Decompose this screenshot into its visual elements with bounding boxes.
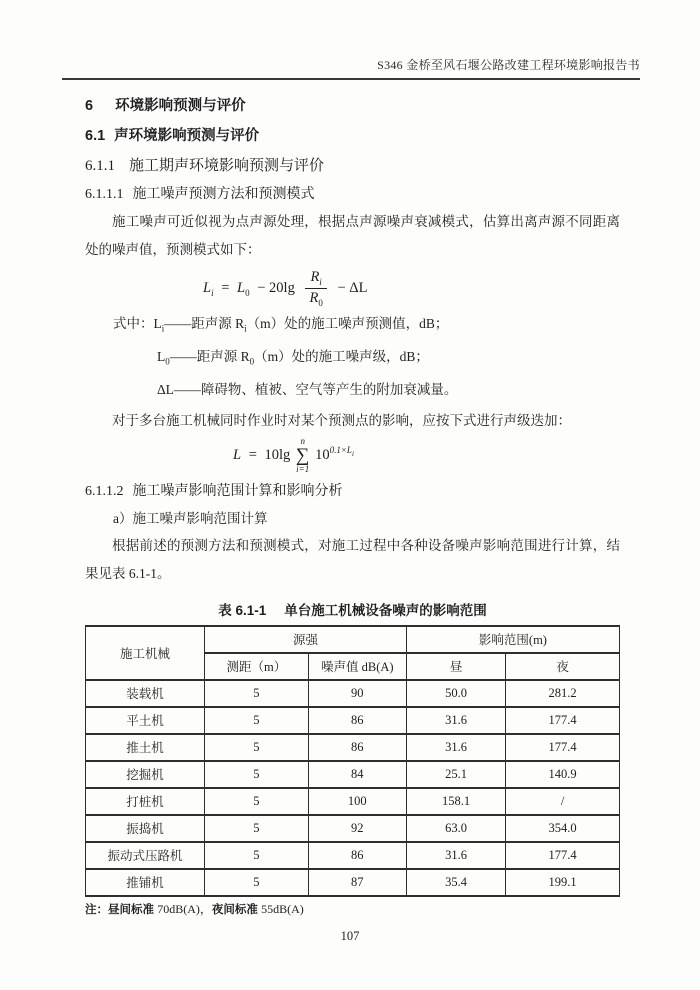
distance-cell: 5 xyxy=(205,869,309,896)
distance-cell: 5 xyxy=(205,815,309,842)
machine-cell: 推铺机 xyxy=(86,869,205,896)
night-range-cell: 199.1 xyxy=(506,869,620,896)
machine-cell: 打桩机 xyxy=(86,788,205,815)
heading-6-1-1 xyxy=(85,156,620,177)
noise-cell: 86 xyxy=(308,734,406,761)
formula1-lhs: L xyxy=(203,280,212,297)
heading-6-1-1-2-number: 6.1.1.2 xyxy=(85,483,124,499)
heading-6-number: 6 xyxy=(85,98,94,114)
col-header-noise: 噪声值 dB(A) xyxy=(308,653,406,680)
distance-cell: 5 xyxy=(205,707,309,734)
table-row xyxy=(86,869,620,896)
distance-cell: 5 xyxy=(205,761,309,788)
table-row xyxy=(86,707,620,734)
distance-cell: 5 xyxy=(205,734,309,761)
noise-cell: 86 xyxy=(308,707,406,734)
heading-6-text: 环境影响预测与评价 xyxy=(115,98,246,114)
table-row xyxy=(86,815,620,842)
table-row xyxy=(86,734,620,761)
distance-cell: 5 xyxy=(205,788,309,815)
heading-6-1-1-1-number: 6.1.1.1 xyxy=(85,187,124,202)
report-title: S346 金桥至风石堰公路改建工程环境影响报告书 xyxy=(377,58,640,72)
heading-6 xyxy=(85,96,620,116)
distance-cell: 5 xyxy=(205,842,309,869)
night-range-cell: 177.4 xyxy=(506,734,620,761)
machine-cell: 平土机 xyxy=(86,707,205,734)
paragraph-table-intro: 根据前述的预测方法和预测模式，对施工过程中各种设备噪声影响范围进行计算，结果见表 6.1-1。 xyxy=(85,537,620,581)
day-range-cell: 50.0 xyxy=(406,680,505,707)
table-caption-label: 表 6.1-1 xyxy=(218,602,267,618)
night-range-cell: / xyxy=(506,788,620,815)
noise-cell: 100 xyxy=(308,788,406,815)
day-range-cell: 158.1 xyxy=(406,788,505,815)
noise-cell: 92 xyxy=(308,815,406,842)
heading-6-1-1-2 xyxy=(85,482,620,502)
table-caption xyxy=(85,599,620,619)
day-range-cell: 63.0 xyxy=(406,815,505,842)
page-content xyxy=(62,96,640,917)
machine-cell: 振捣机 xyxy=(86,815,205,842)
definition-li: 式中：$L_i——$距声源 $R_i(m)$处的施工噪声预测值，dB； xyxy=(113,316,449,335)
definition-delta-l: ΔL——障碍物、植被、空气等产生的附加衰减量。 xyxy=(157,381,458,397)
table-caption-text: 单台施工机械设备噪声的影响范围 xyxy=(284,602,487,618)
night-range-cell: 281.2 xyxy=(506,680,620,707)
col-header-distance: 测距（m） xyxy=(205,653,309,680)
col-header-day: 昼 xyxy=(406,653,505,680)
night-range-cell: 177.4 xyxy=(506,842,620,869)
heading-6-1-1-number: 6.1.1 xyxy=(85,158,115,174)
noise-cell: 90 xyxy=(308,680,406,707)
day-range-cell: 35.4 xyxy=(406,869,505,896)
sigma-symbol: n ∑ i=1 xyxy=(295,435,310,474)
heading-6-1-1-2-text: 施工噪声影响范围计算和影响分析 xyxy=(132,483,343,499)
day-range-cell: 31.6 xyxy=(406,707,505,734)
page-number: 107 xyxy=(340,929,360,943)
machine-cell: 挖掘机 xyxy=(86,761,205,788)
machine-cell: 振动式压路机 xyxy=(86,842,205,869)
col-header-night: 夜 xyxy=(506,653,620,680)
table-row xyxy=(86,842,620,869)
table-note: 注：昼间标准 70dB(A)，夜间标准 55dB(A) xyxy=(85,901,304,916)
formula-superposition: L = 10lg n ∑ i=1 $10^{0.1\times L_i}$ xyxy=(233,435,354,474)
definition-l0: $L_0——$距声源 $R_0(m)$处的施工噪声级，dB； xyxy=(157,349,429,367)
heading-6-1-1-1 xyxy=(85,185,620,205)
night-range-cell: 354.0 xyxy=(506,815,620,842)
table-row xyxy=(86,788,620,815)
day-range-cell: 25.1 xyxy=(406,761,505,788)
heading-6-1-1-1-text: 施工噪声预测方法和预测模式 xyxy=(132,187,315,202)
machine-cell: 装载机 xyxy=(86,680,205,707)
paragraph-intro: 施工噪声可近似视为点声源处理，根据点声源噪声衰减模式，估算出离声源不同距离处的噪声值，预测模式如下： xyxy=(85,214,620,257)
distance-cell: 5 xyxy=(205,680,309,707)
day-range-cell: 31.6 xyxy=(406,842,505,869)
noise-cell: 86 xyxy=(308,842,406,869)
heading-6-1-number: 6.1 xyxy=(85,128,106,144)
running-header xyxy=(62,56,640,80)
table-body xyxy=(86,680,620,896)
formula1-fraction: $\frac{R_i}{R_0}$ xyxy=(305,269,326,308)
formula-attenuation: $L_i = L_0 - 20\lg$ $\frac{R_i}{R_0}$ − ΔL xyxy=(203,269,368,309)
col-group-source: 源强 xyxy=(205,626,407,653)
heading-6-1 xyxy=(85,126,620,146)
table-row xyxy=(86,761,620,788)
heading-6-1-text: 声环境影响预测与评价 xyxy=(114,128,260,144)
item-a-heading: a）施工噪声影响范围计算 xyxy=(113,510,268,526)
noise-cell: 84 xyxy=(308,761,406,788)
col-header-machine: 施工机械 xyxy=(86,626,205,680)
day-range-cell: 31.6 xyxy=(406,734,505,761)
night-range-cell: 140.9 xyxy=(506,761,620,788)
table-row xyxy=(86,680,620,707)
night-range-cell: 177.4 xyxy=(506,707,620,734)
paragraph-superposition: 对于多台施工机械同时作业时对某个预测点的影响，应按下式进行声级迭加： xyxy=(112,412,571,428)
noise-cell: 87 xyxy=(308,869,406,896)
noise-impact-table xyxy=(85,625,620,897)
col-group-range: 影响范围(m) xyxy=(406,626,619,653)
heading-6-1-1-text: 施工期声环境影响预测与评价 xyxy=(129,158,325,174)
machine-cell: 推土机 xyxy=(86,734,205,761)
